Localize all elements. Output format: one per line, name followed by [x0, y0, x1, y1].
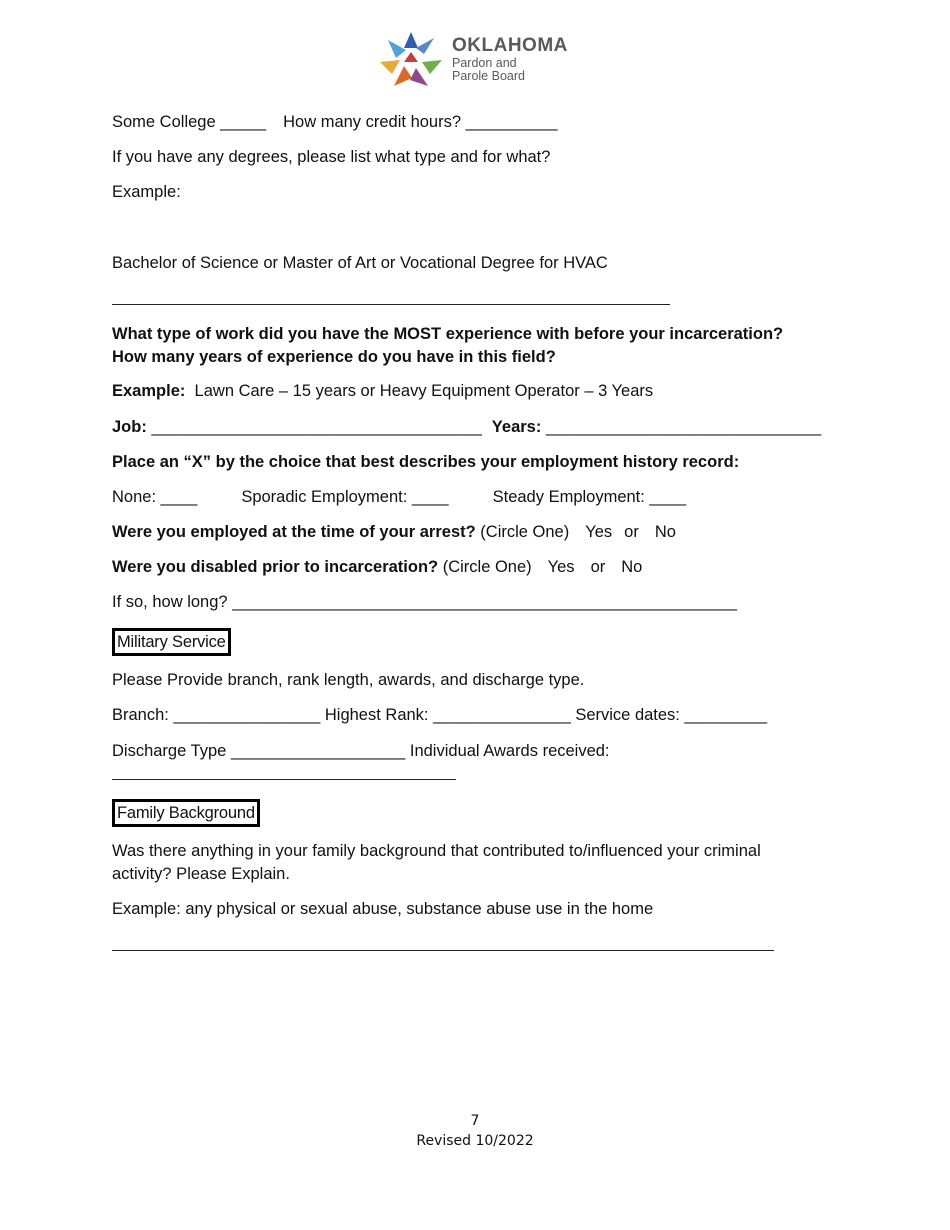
option-none[interactable]: None: ____: [112, 488, 198, 506]
disabled-no[interactable]: No: [621, 558, 643, 576]
logo-subtitle-line-2: Parole Board: [452, 69, 525, 83]
family-question-2: activity? Please Explain.: [112, 865, 290, 883]
degrees-example-text: Bachelor of Science or Master of Art or Vocational Degree for HVAC: [112, 254, 608, 272]
disabled-yes[interactable]: Yes: [547, 558, 575, 576]
disabled-question: Were you disabled prior to incarceration?: [112, 558, 439, 576]
star-logo-icon: [376, 28, 446, 90]
family-answer-line[interactable]: [112, 950, 774, 951]
family-example: Example: any physical or sexual abuse, substance abuse use in the home: [112, 900, 654, 918]
work-question-2: How many years of experience do you have in this field?: [112, 348, 556, 366]
employed-question: Were you employed at the time of your arrest?: [112, 523, 476, 541]
military-instruction: Please Provide branch, rank length, awards, and discharge type.: [112, 671, 585, 689]
option-steady[interactable]: Steady Employment: ____: [492, 488, 687, 506]
credit-hours-field[interactable]: How many credit hours? __________: [283, 113, 558, 131]
family-question-1: Was there anything in your family background that contributed to/influenced your criminal: [112, 842, 761, 860]
degrees-question: If you have any degrees, please list what type and for what?: [112, 148, 551, 166]
military-fields-row: [112, 704, 767, 726]
employed-yes[interactable]: Yes: [585, 523, 613, 541]
work-example-label: Example:: [112, 382, 186, 400]
employed-circle-hint: (Circle One): [480, 523, 570, 541]
degrees-answer-line[interactable]: [112, 304, 670, 305]
logo-title: OKLAHOMA: [452, 35, 568, 56]
job-years-row: [112, 416, 821, 438]
work-question-1: What type of work did you have the MOST experience with before your incarceration?: [112, 325, 784, 343]
work-example-row: [112, 380, 653, 402]
employment-options-row: [112, 486, 686, 508]
how-long-field[interactable]: If so, how long? _______________________________________________________: [112, 593, 737, 611]
discharge-row: [112, 740, 610, 762]
service-dates-field[interactable]: Service dates: _________: [575, 706, 768, 724]
work-example-text: Lawn Care – 15 years or Heavy Equipment Operator – 3 Years: [194, 382, 654, 400]
highest-rank-field[interactable]: Highest Rank: _______________: [324, 706, 571, 724]
job-field[interactable]: ____________________________________: [151, 418, 482, 436]
employed-or: or: [624, 523, 639, 541]
revised-date: Revised 10/2022: [416, 1133, 534, 1149]
option-sporadic[interactable]: Sporadic Employment: ____: [241, 488, 449, 506]
employed-no[interactable]: No: [654, 523, 676, 541]
degrees-example-label: Example:: [112, 183, 181, 201]
awards-label: Individual Awards received:: [409, 742, 610, 760]
military-service-heading: Military Service: [112, 628, 231, 656]
disabled-circle-hint: (Circle One): [442, 558, 532, 576]
family-background-heading: Family Background: [112, 799, 260, 827]
years-field[interactable]: ______________________________: [545, 418, 822, 436]
page-number: 7: [470, 1113, 480, 1129]
employment-history-prompt: Place an “X” by the choice that best describes your employment history record:: [112, 453, 740, 471]
logo-subtitle-line-1: Pardon and: [452, 56, 517, 70]
disabled-row: [112, 556, 642, 578]
oklahoma-pardon-parole-logo: [376, 28, 576, 90]
branch-field[interactable]: Branch: ________________: [112, 706, 321, 724]
awards-answer-line[interactable]: [112, 779, 456, 780]
some-college-row: [112, 111, 557, 133]
some-college-field[interactable]: Some College _____: [112, 113, 267, 131]
years-label: Years:: [491, 418, 542, 436]
job-label: Job:: [112, 418, 147, 436]
employed-at-arrest-row: [112, 521, 676, 543]
discharge-type-field[interactable]: Discharge Type ___________________: [112, 742, 406, 760]
disabled-or: or: [590, 558, 606, 576]
